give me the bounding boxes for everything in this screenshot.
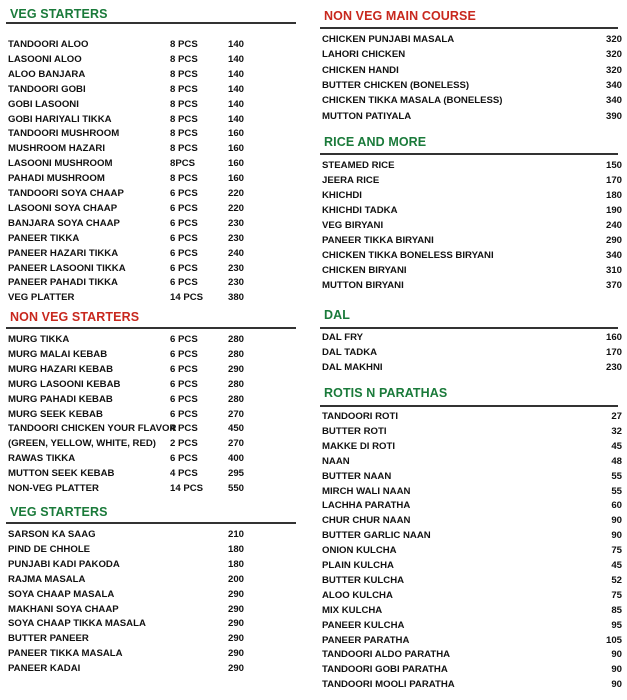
menu-item-name: PANEER TIKKA <box>8 232 80 244</box>
menu-item-price: 290 <box>605 235 622 246</box>
menu-item-price: 400 <box>227 453 244 465</box>
menu-item-name: CHICKEN HANDI <box>322 64 399 76</box>
menu-item-price: 48 <box>611 455 622 467</box>
menu-item-price: 45 <box>611 560 622 571</box>
menu-item-name: PUNJABI KADI PAKODA <box>8 558 120 570</box>
menu-item <box>322 603 620 618</box>
menu-item-price: 180 <box>227 543 244 555</box>
menu-item-quantity: 4 PCS <box>170 423 198 435</box>
menu-item <box>8 542 298 557</box>
menu-item <box>322 203 620 218</box>
menu-item-name: PANEER HAZARI TIKKA <box>8 247 119 259</box>
menu-item-quantity: 6 PCS <box>170 408 198 420</box>
menu-item-price: 160 <box>605 332 622 343</box>
menu-item-price: 295 <box>227 468 244 480</box>
menu-item-price: 280 <box>227 334 244 345</box>
menu-item <box>8 646 298 661</box>
menu-item <box>322 573 620 588</box>
menu-item-name: SOYA CHAAP TIKKA MASALA <box>8 618 146 630</box>
menu-item-price: 90 <box>611 664 622 676</box>
menu-item-name: BUTTER KULCHA <box>322 574 405 586</box>
menu-item-name: PIND DE CHHOLE <box>8 543 91 555</box>
menu-item <box>322 330 620 345</box>
menu-item <box>8 126 298 141</box>
menu-item-price: 170 <box>605 175 622 186</box>
menu-item-price: 270 <box>227 408 244 420</box>
menu-item-price: 270 <box>227 438 244 450</box>
menu-item <box>8 186 298 201</box>
menu-item <box>322 109 620 124</box>
menu-item <box>322 528 620 543</box>
menu-item-price: 280 <box>227 348 244 360</box>
menu-item <box>8 332 298 347</box>
menu-item-price: 320 <box>605 34 622 45</box>
menu-item-name: LAHORI CHICKEN <box>322 49 406 61</box>
menu-item-name: MAKKE DI ROTI <box>322 440 396 452</box>
menu-item-name: VEG PLATTER <box>8 292 75 304</box>
menu-item-price: 160 <box>227 173 244 185</box>
menu-item-quantity: 6 PCS <box>170 393 198 405</box>
menu-item-price: 220 <box>227 202 244 214</box>
menu-item-price: 230 <box>227 262 244 274</box>
menu-item-price: 140 <box>227 39 244 50</box>
menu-item-quantity: 6 PCS <box>170 202 198 214</box>
menu-item-price: 340 <box>605 250 622 261</box>
menu-item <box>322 360 620 375</box>
menu-item <box>8 631 298 646</box>
menu-item-price: 230 <box>227 232 244 244</box>
menu-item-name: CHICKEN TIKKA BONELESS BIRYANI <box>322 250 494 261</box>
menu-item <box>8 112 298 127</box>
menu-item-name: NON-VEG PLATTER <box>8 483 99 494</box>
menu-item-name: (GREEN, YELLOW, WHITE, RED) <box>8 438 156 450</box>
menu-item-price: 230 <box>227 277 244 289</box>
menu-item-price: 210 <box>227 529 244 540</box>
menu-item-name: DAL TADKA <box>322 347 378 358</box>
menu-item <box>8 421 298 436</box>
menu-item-price: 32 <box>611 425 622 437</box>
menu-item-price: 105 <box>605 634 622 646</box>
menu-item-name: GOBI LASOONI <box>8 98 79 110</box>
menu-item-name: TANDOORI GOBI <box>8 83 86 95</box>
menu-item-quantity: 8 PCS <box>170 113 198 125</box>
menu-item <box>322 78 620 93</box>
menu-item-price: 310 <box>605 265 622 276</box>
menu-item-price: 220 <box>227 188 244 199</box>
menu-item <box>322 32 620 47</box>
menu-item-name: CHUR CHUR NAAN <box>322 515 411 527</box>
menu-item-price: 180 <box>605 190 622 201</box>
menu-item <box>8 466 298 481</box>
menu-item-name: BUTTER PANEER <box>8 633 89 645</box>
menu-item-price: 55 <box>611 485 622 497</box>
menu-item <box>8 82 298 97</box>
menu-item-name: LASOONI SOYA CHAAP <box>8 202 118 214</box>
menu-item-price: 55 <box>611 470 622 482</box>
menu-item-quantity: 6 PCS <box>170 348 198 360</box>
menu-item-price: 280 <box>227 393 244 405</box>
menu-item <box>322 498 620 513</box>
section-title-veg-starters-1: VEG STARTERS <box>10 7 108 21</box>
menu-item <box>322 439 620 454</box>
menu-item-price: 140 <box>227 113 244 125</box>
section-divider <box>320 405 618 407</box>
menu-item <box>8 275 298 290</box>
menu-item-price: 280 <box>227 378 244 390</box>
menu-item-price: 290 <box>227 363 244 375</box>
menu-item <box>8 261 298 276</box>
menu-item-quantity: 6 PCS <box>170 232 198 244</box>
menu-item-name: TANDOORI ROTI <box>322 411 399 422</box>
menu-item-name: SOYA CHAAP MASALA <box>8 588 115 600</box>
menu-item-name: GOBI HARIYALI TIKKA <box>8 113 112 125</box>
menu-item-name: PANEER TIKKA MASALA <box>8 648 123 660</box>
menu-item-quantity: 6 PCS <box>170 277 198 289</box>
menu-item <box>322 263 620 278</box>
menu-item <box>8 377 298 392</box>
menu-item-name: PAHADI MUSHROOM <box>8 173 105 185</box>
menu-item <box>8 97 298 112</box>
menu-item <box>8 407 298 422</box>
menu-item-price: 170 <box>605 347 622 358</box>
menu-item <box>8 362 298 377</box>
menu-item <box>322 469 620 484</box>
menu-item-name: MURG HAZARI KEBAB <box>8 363 113 375</box>
menu-item-quantity: 6 PCS <box>170 363 198 375</box>
menu-item-quantity: 6 PCS <box>170 188 198 199</box>
menu-item-price: 90 <box>611 679 622 691</box>
menu-item-name: TANDOORI ALOO <box>8 39 89 50</box>
menu-item-price: 200 <box>227 573 244 585</box>
section-title-dal: DAL <box>324 308 350 322</box>
menu-item-price: 90 <box>611 530 622 542</box>
menu-item-name: DAL MAKHNI <box>322 362 383 373</box>
menu-item <box>8 216 298 231</box>
menu-item-quantity: 8 PCS <box>170 39 198 50</box>
menu-item-quantity: 6 PCS <box>170 334 198 345</box>
menu-item <box>8 246 298 261</box>
menu-item-quantity: 8 PCS <box>170 53 198 65</box>
menu-item <box>322 454 620 469</box>
menu-item-name: STEAMED RICE <box>322 160 395 171</box>
menu-item-quantity: 14 PCS <box>170 292 204 304</box>
menu-item-quantity: 14 PCS <box>170 483 204 494</box>
menu-item-name: LACHHA PARATHA <box>322 500 411 512</box>
menu-item-price: 150 <box>605 160 622 171</box>
menu-item-name: ALOO BANJARA <box>8 68 86 80</box>
menu-item-price: 290 <box>227 618 244 630</box>
menu-item-name: CHICKEN TIKKA MASALA (BONELESS) <box>322 95 503 107</box>
menu-item-name: MURG MALAI KEBAB <box>8 348 108 360</box>
menu-item-price: 370 <box>605 280 622 291</box>
menu-item-price: 75 <box>611 545 622 557</box>
menu-item-name: JEERA RICE <box>322 175 380 186</box>
menu-item-name: TANDOORI MUSHROOM <box>8 128 120 140</box>
section-divider <box>320 327 618 329</box>
menu-item-price: 290 <box>227 588 244 600</box>
menu-item <box>8 392 298 407</box>
menu-item-quantity: 4 PCS <box>170 468 198 480</box>
section-title-veg-starters-2: VEG STARTERS <box>10 505 108 519</box>
menu-item-price: 60 <box>611 500 622 512</box>
menu-item-name: TANDOORI SOYA CHAAP <box>8 188 124 199</box>
section-divider <box>6 327 296 329</box>
menu-item <box>322 633 620 648</box>
menu-item-name: SARSON KA SAAG <box>8 529 96 540</box>
menu-item-price: 27 <box>611 411 622 422</box>
menu-item-name: PANEER KADAI <box>8 663 81 675</box>
menu-item-name: PANEER KULCHA <box>322 619 405 631</box>
menu-item-price: 290 <box>227 648 244 660</box>
menu-item-quantity: 8 PCS <box>170 143 198 155</box>
menu-item-quantity: 8 PCS <box>170 98 198 110</box>
menu-item-price: 180 <box>227 558 244 570</box>
menu-item <box>322 47 620 62</box>
menu-item-name: ALOO KULCHA <box>322 589 393 601</box>
menu-item <box>8 436 298 451</box>
menu-item-quantity: 2 PCS <box>170 438 198 450</box>
menu-item-quantity: 6 PCS <box>170 262 198 274</box>
menu-item <box>8 231 298 246</box>
menu-item-name: PLAIN KULCHA <box>322 560 394 571</box>
menu-item <box>322 188 620 203</box>
menu-item <box>8 616 298 631</box>
menu-item <box>8 156 298 171</box>
menu-item-name: BUTTER ROTI <box>322 425 387 437</box>
section-divider <box>320 27 618 29</box>
menu-item-price: 230 <box>227 217 244 229</box>
menu-item <box>8 451 298 466</box>
menu-item-price: 90 <box>611 515 622 527</box>
menu-item-name: BUTTER NAAN <box>322 470 392 482</box>
menu-item <box>8 52 298 67</box>
menu-item <box>8 201 298 216</box>
menu-item-price: 380 <box>227 292 244 304</box>
menu-item <box>8 290 298 305</box>
menu-item <box>8 602 298 617</box>
menu-item-quantity: 8 PCS <box>170 173 198 185</box>
menu-item-price: 320 <box>605 64 622 76</box>
menu-item-name: DAL FRY <box>322 332 364 343</box>
menu-item-name: PANEER TIKKA BIRYANI <box>322 235 434 246</box>
menu-item-name: MURG PAHADI KEBAB <box>8 393 113 405</box>
menu-item-price: 140 <box>227 68 244 80</box>
menu-item-quantity: 6 PCS <box>170 378 198 390</box>
menu-item <box>8 661 298 676</box>
menu-item-name: ONION KULCHA <box>322 545 397 557</box>
menu-item-name: TANDOORI CHICKEN YOUR FLAVOR <box>8 423 177 435</box>
menu-item-name: MUTTON PATIYALA <box>322 110 412 122</box>
menu-item <box>8 481 298 496</box>
menu-item-name: VEG BIRYANI <box>322 220 384 231</box>
menu-item-price: 85 <box>611 604 622 616</box>
menu-item <box>8 37 298 52</box>
menu-item-quantity: 8PCS <box>170 158 196 170</box>
menu-item-quantity: 6 PCS <box>170 247 198 259</box>
menu-item <box>322 588 620 603</box>
menu-item-name: LASOONI MUSHROOM <box>8 158 113 170</box>
menu-item <box>322 63 620 78</box>
menu-item-name: MURG TIKKA <box>8 334 70 345</box>
menu-item <box>322 662 620 677</box>
menu-item <box>322 484 620 499</box>
menu-item <box>8 527 298 542</box>
menu-item <box>8 587 298 602</box>
menu-item-quantity: 6 PCS <box>170 453 198 465</box>
section-title-non-veg-main-course: NON VEG MAIN COURSE <box>324 9 476 23</box>
menu-item <box>322 218 620 233</box>
menu-item <box>322 158 620 173</box>
menu-item-price: 45 <box>611 440 622 452</box>
menu-item-price: 190 <box>605 205 622 216</box>
menu-item-name: MAKHANI SOYA CHAAP <box>8 603 119 615</box>
menu-item-price: 160 <box>227 143 244 155</box>
menu-item <box>8 67 298 82</box>
menu-item-price: 90 <box>611 649 622 661</box>
menu-item-name: KHICHDI <box>322 190 362 201</box>
menu-item-price: 340 <box>605 79 622 91</box>
menu-item <box>8 347 298 362</box>
menu-item-price: 140 <box>227 98 244 110</box>
menu-item <box>322 173 620 188</box>
menu-item <box>322 677 620 692</box>
menu-item-name: PANEER PAHADI TIKKA <box>8 277 118 289</box>
menu-item-quantity: 8 PCS <box>170 128 198 140</box>
menu-item-price: 450 <box>227 423 244 435</box>
menu-item-price: 52 <box>611 574 622 586</box>
menu-item-price: 390 <box>605 110 622 122</box>
menu-item-name: MIX KULCHA <box>322 604 383 616</box>
menu-item-price: 230 <box>605 362 622 373</box>
menu-item-price: 240 <box>605 220 622 231</box>
menu-item-name: BUTTER GARLIC NAAN <box>322 530 431 542</box>
section-title-non-veg-starters: NON VEG STARTERS <box>10 310 140 324</box>
menu-item <box>8 171 298 186</box>
section-divider <box>6 522 296 524</box>
menu-item-name: CHICKEN PUNJABI MASALA <box>322 34 455 45</box>
menu-item-name: LASOONI ALOO <box>8 53 82 65</box>
menu-item <box>8 141 298 156</box>
menu-item-name: MUTTON BIRYANI <box>322 280 404 291</box>
menu-item-price: 550 <box>227 483 244 494</box>
menu-item-price: 95 <box>611 619 622 631</box>
menu-item-price: 290 <box>227 633 244 645</box>
menu-item-name: RAWAS TIKKA <box>8 453 76 465</box>
menu-item <box>322 424 620 439</box>
menu-item-name: TANDOORI ALDO PARATHA <box>322 649 451 661</box>
menu-item-name: PANEER PARATHA <box>322 634 410 646</box>
menu-item-name: NAAN <box>322 455 350 467</box>
section-divider <box>320 153 618 155</box>
menu-item-price: 290 <box>227 663 244 675</box>
menu-item <box>322 543 620 558</box>
menu-item <box>322 409 620 424</box>
menu-item-price: 320 <box>605 49 622 61</box>
menu-item <box>322 233 620 248</box>
menu-item-quantity: 8 PCS <box>170 83 198 95</box>
menu-item-name: KHICHDI TADKA <box>322 205 398 216</box>
menu-item-price: 140 <box>227 53 244 65</box>
menu-item <box>8 572 298 587</box>
menu-item-quantity: 6 PCS <box>170 217 198 229</box>
menu-item-name: BANJARA SOYA CHAAP <box>8 217 120 229</box>
menu-item-price: 160 <box>227 158 244 170</box>
section-title-rotis-n-parathas: ROTIS N PARATHAS <box>324 386 448 400</box>
menu-item-name: MUTTON SEEK KEBAB <box>8 468 115 480</box>
menu-item-name: CHICKEN BIRYANI <box>322 265 407 276</box>
menu-item-price: 240 <box>227 247 244 259</box>
menu-item-name: MURG SEEK KEBAB <box>8 408 103 420</box>
menu-item <box>8 557 298 572</box>
menu-item-name: MUSHROOM HAZARI <box>8 143 105 155</box>
menu-item-price: 290 <box>227 603 244 615</box>
menu-item-price: 340 <box>605 95 622 107</box>
menu-item <box>322 647 620 662</box>
menu-item-name: TANDOORI GOBI PARATHA <box>322 664 448 676</box>
menu-item-price: 75 <box>611 589 622 601</box>
menu-item-price: 160 <box>227 128 244 140</box>
section-divider <box>6 22 296 24</box>
menu-item <box>322 513 620 528</box>
menu-item-name: PANEER LASOONI TIKKA <box>8 262 126 274</box>
menu-item <box>322 278 620 293</box>
menu-item-price: 140 <box>227 83 244 95</box>
menu-item-quantity: 8 PCS <box>170 68 198 80</box>
menu-item <box>322 93 620 108</box>
menu-item-name: MIRCH WALI NAAN <box>322 485 411 497</box>
menu-item <box>322 248 620 263</box>
menu-item-name: RAJMA MASALA <box>8 573 86 585</box>
menu-item-name: TANDOORI MOOLI PARATHA <box>322 679 455 691</box>
menu-item <box>322 558 620 573</box>
section-title-rice-and-more: RICE AND MORE <box>324 135 427 149</box>
menu-item <box>322 618 620 633</box>
menu-item-name: MURG LASOONI KEBAB <box>8 378 121 390</box>
menu-item <box>322 345 620 360</box>
menu-item-name: BUTTER CHICKEN (BONELESS) <box>322 79 470 91</box>
